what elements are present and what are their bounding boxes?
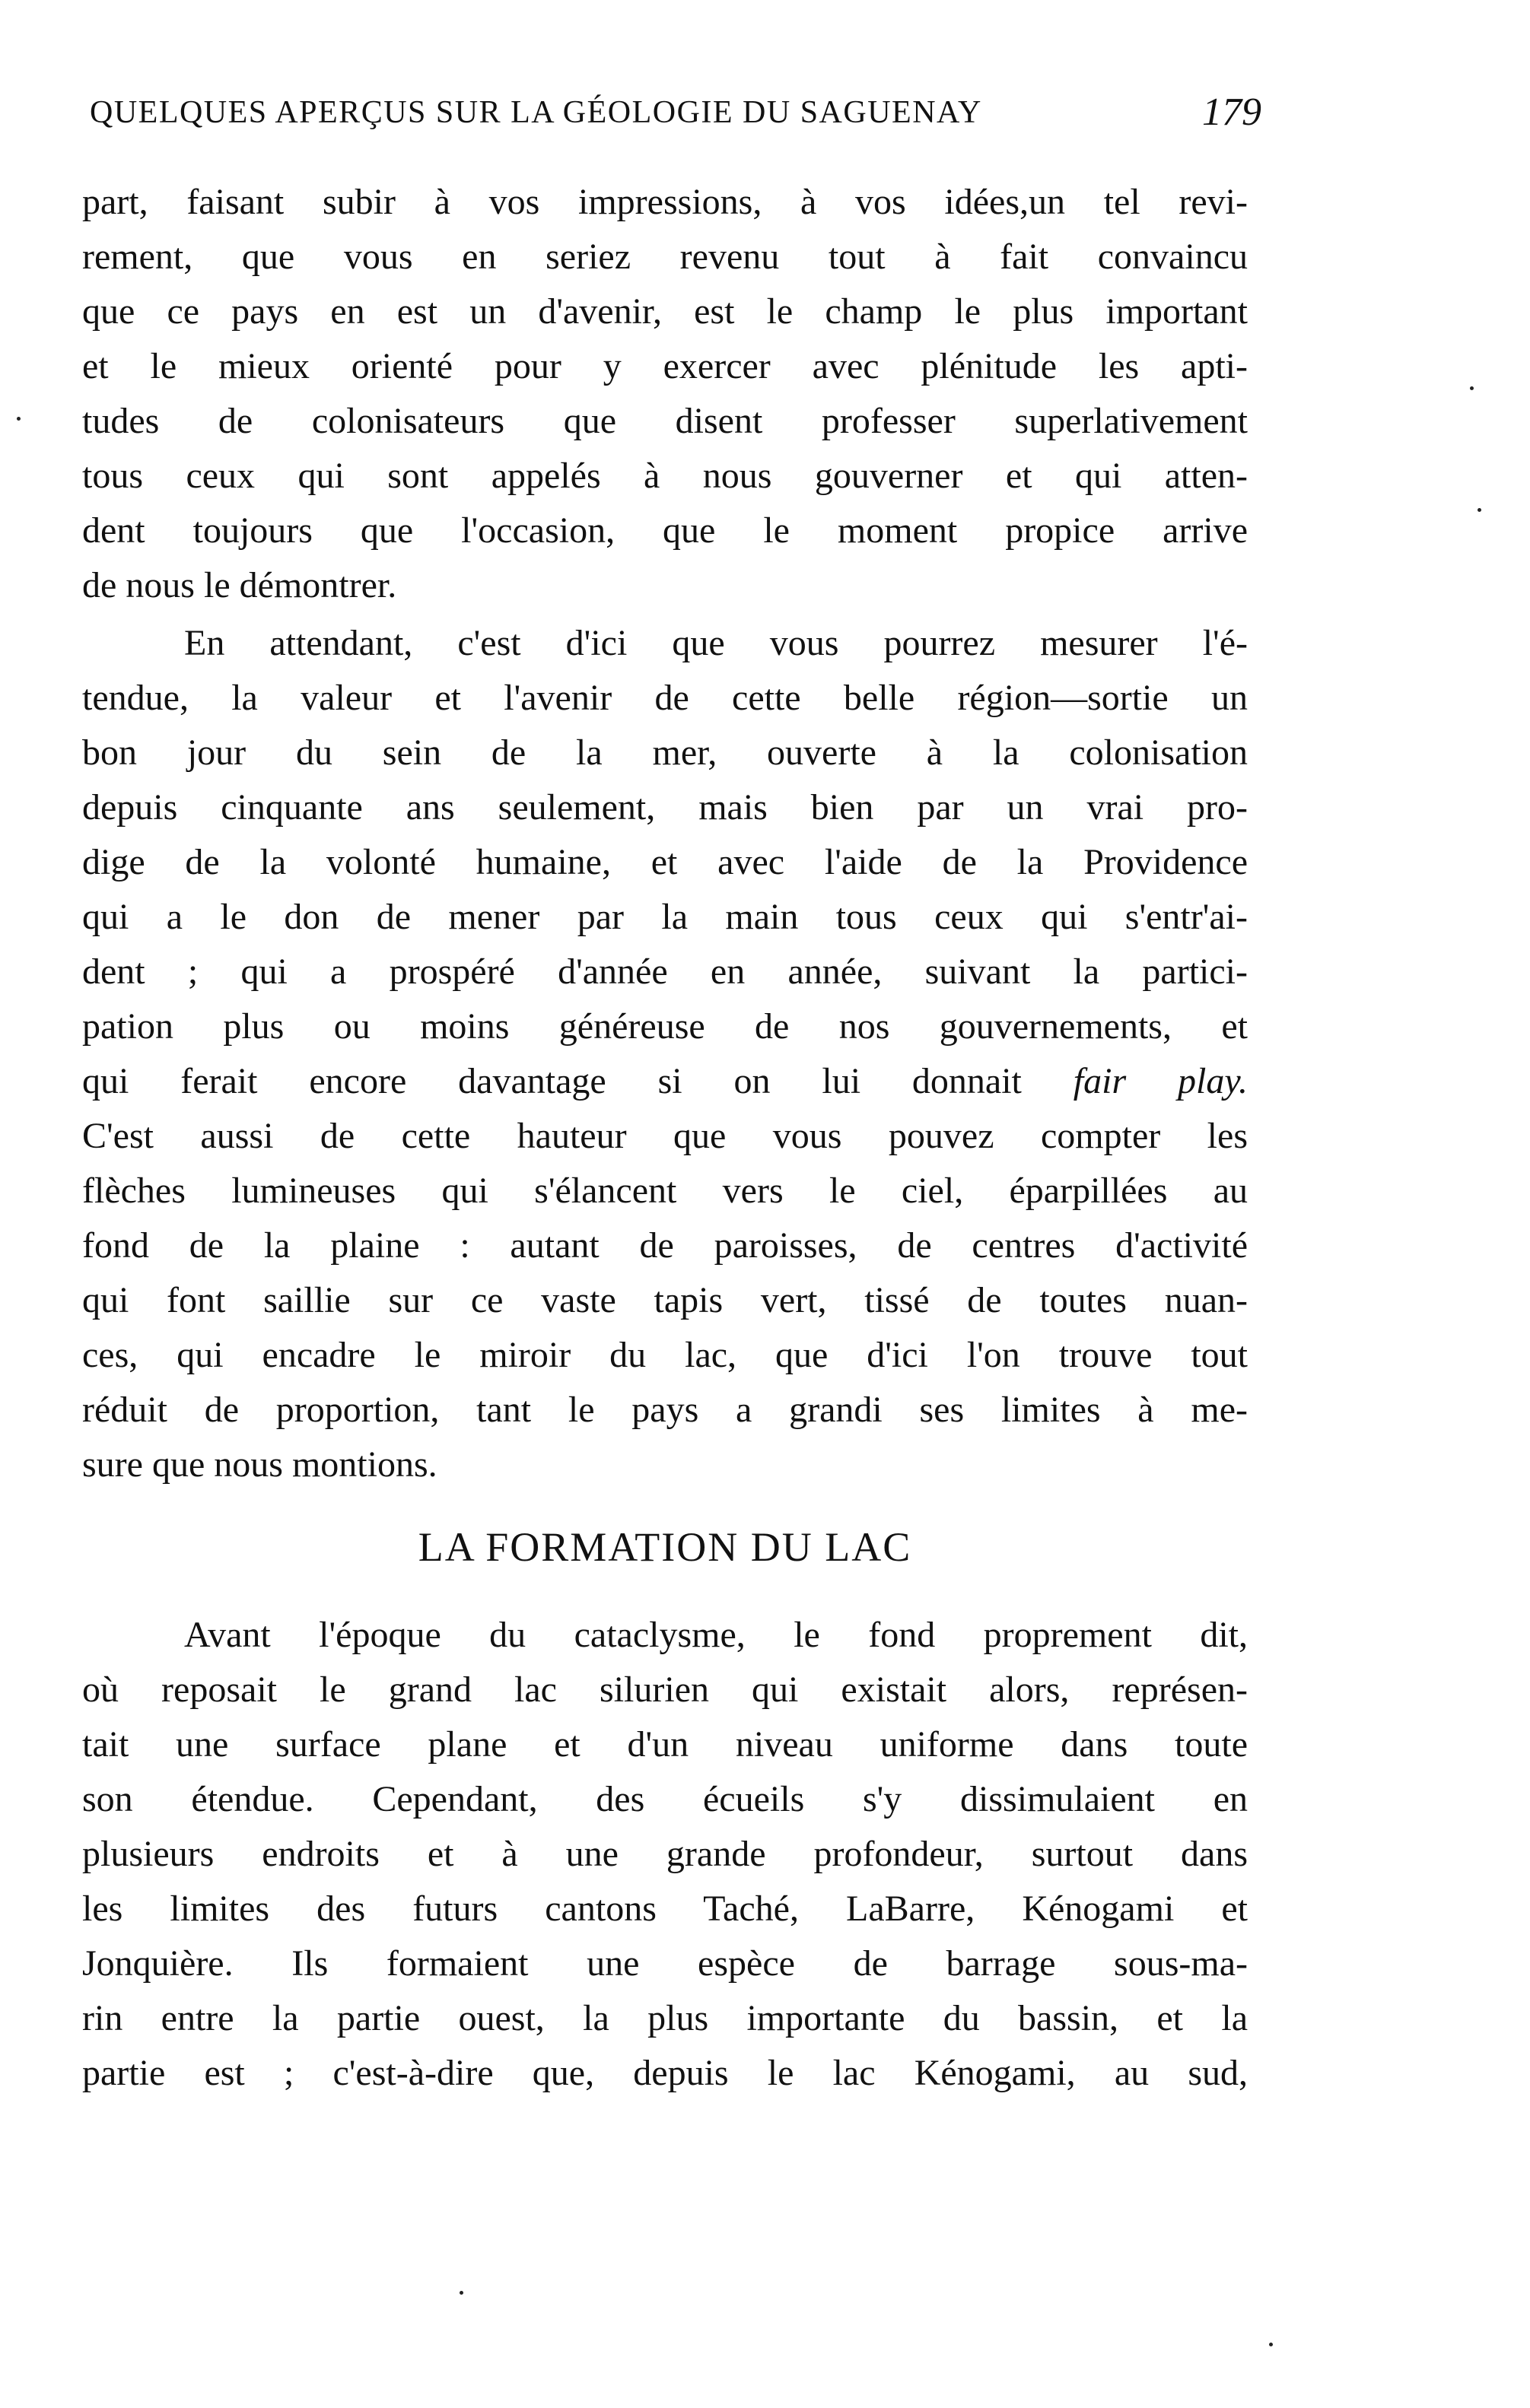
text-line: flèches lumineuses qui s'élancent vers le ciel, éparpillées au [82, 1171, 1248, 1211]
text-line: rin entre la partie ouest, la plus importante du bassin, et la [82, 1998, 1248, 2038]
text-line: part, faisant subir à vos impressions, à vos idées,un tel revi- [82, 182, 1248, 222]
text-line: tous ceux qui sont appelés à nous gouverner et qui atten- [82, 456, 1248, 496]
text-line: partie est ; c'est-à-dire que, depuis le lac Kénogami, au sud, [82, 2053, 1248, 2093]
text-line: fond de la plaine : autant de paroisses, de centres d'activité [82, 1225, 1248, 1266]
text-line: Avant l'époque du cataclysme, le fond proprement dit, [184, 1615, 1248, 1655]
text-line: dent ; qui a prospéré d'année en année, suivant la partici- [82, 951, 1248, 992]
text-line: que ce pays en est un d'avenir, est le champ le plus important [82, 291, 1248, 332]
text-line: son étendue. Cependant, des écueils s'y dissimulaient en [82, 1779, 1248, 1819]
text-line: bon jour du sein de la mer, ouverte à la colonisation [82, 732, 1248, 773]
paragraph-avant-lepoque [82, 1608, 1248, 2101]
text-line: Jonquière. Ils formaient une espèce de barrage sous-ma- [82, 1943, 1248, 1984]
paragraph-continued [82, 175, 1248, 613]
text-line: sure que nous montions. [82, 1444, 437, 1485]
text-line: ces, qui encadre le miroir du lac, que d'ici l'on trouve tout [82, 1335, 1248, 1375]
running-head [90, 90, 1261, 143]
text-line: tudes de colonisateurs que disent professer superlativement [82, 401, 1248, 441]
running-title: QUELQUES APERÇUS SUR LA GÉOLOGIE DU SAGUENAY [90, 95, 982, 130]
text-line: rement, que vous en seriez revenu tout à fait convaincu [82, 237, 1248, 277]
text-line: de nous le démontrer. [82, 565, 397, 605]
text-line: plusieurs endroits et à une grande profondeur, surtout dans [82, 1834, 1248, 1874]
paragraph-en-attendant [82, 616, 1248, 1492]
print-speck [460, 2291, 463, 2295]
text-line: tendue, la valeur et l'avenir de cette belle région—sortie un [82, 678, 1248, 718]
text-line: C'est aussi de cette hauteur que vous pouvez compter les [82, 1116, 1248, 1156]
text-line: depuis cinquante ans seulement, mais bien par un vrai pro- [82, 787, 1248, 828]
text-line: En attendant, c'est d'ici que vous pourrez mesurer l'é- [184, 623, 1248, 663]
text-line: qui font saillie sur ce vaste tapis vert, tissé de toutes nuan- [82, 1280, 1248, 1320]
text-line: où reposait le grand lac silurien qui existait alors, représen- [82, 1669, 1248, 1710]
text-line: tait une surface plane et d'un niveau uniforme dans toute [82, 1724, 1248, 1765]
italic-phrase: fair play. [1073, 1061, 1248, 1101]
print-speck [1269, 2343, 1273, 2346]
text-line: réduit de proportion, tant le pays a grandi ses limites à me- [82, 1390, 1248, 1430]
text-line: pation plus ou moins généreuse de nos gouvernements, et [82, 1006, 1248, 1047]
text-line: dige de la volonté humaine, et avec l'aide de la Providence [82, 842, 1248, 882]
print-speck [1478, 508, 1481, 512]
page-number: 179 [1202, 91, 1261, 134]
text-line: les limites des futurs cantons Taché, LaBarre, Kénogami et [82, 1889, 1248, 1929]
section-heading: LA FORMATION DU LAC [418, 1524, 912, 1570]
text-line-with-italic [82, 1054, 1248, 1109]
text-line: et le mieux orienté pour y exercer avec plénitude les apti- [82, 346, 1248, 386]
print-speck [17, 417, 21, 421]
print-speck [1470, 386, 1474, 390]
text-line: dent toujours que l'occasion, que le moment propice arrive [82, 510, 1248, 551]
text-segment: qui ferait encore davantage si on lui donnait [82, 1061, 1022, 1101]
text-line: qui a le don de mener par la main tous ceux qui s'entr'ai- [82, 897, 1248, 937]
